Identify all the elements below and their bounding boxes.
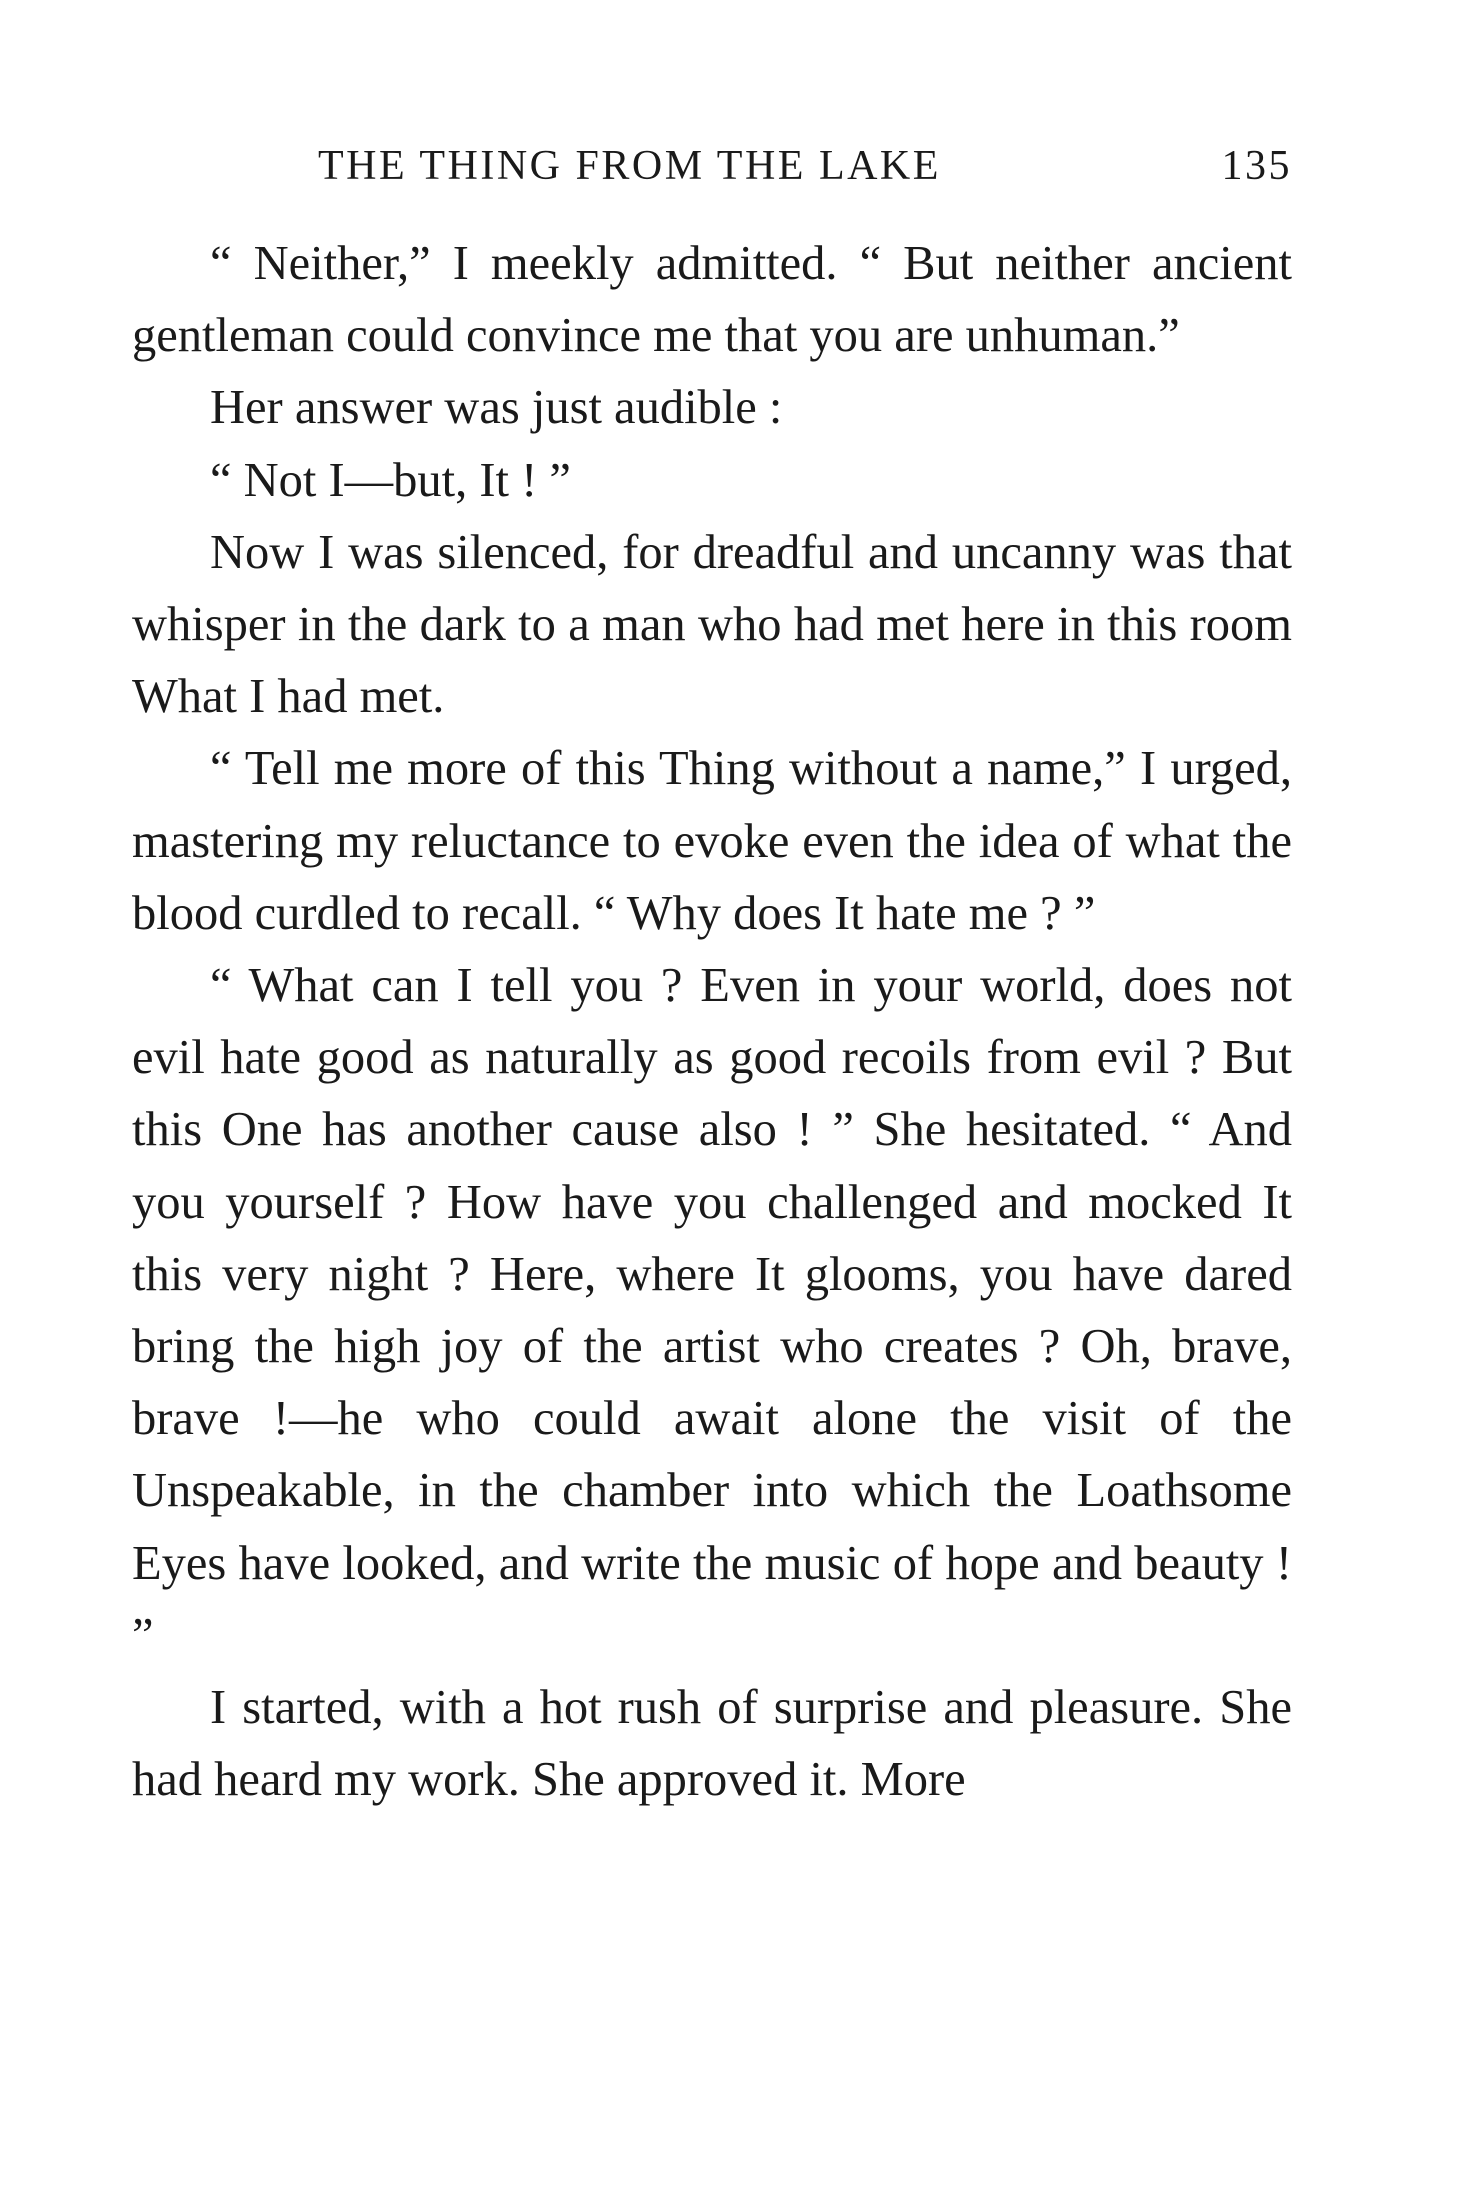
page-number: 135 [1221, 143, 1292, 189]
paragraph-tell-me-more: “ Tell me more of this Thing without a name,” I urged, mastering my reluctance to evoke even the idea of what the blood curdled to recall. “ Why does It hate me ? ” [132, 742, 1292, 940]
running-head [132, 142, 1292, 192]
paragraph-what-can-i-tell-you: “ What can I tell you ? Even in your world, does not evil hate good as naturally as good recoils from evil ? But this One has another cause also ! ” She hesitated. “ And you yourself ? How have you challenged and mocked It this very night ? Here, where It glooms, you have dared bring the high joy of the artist who creates ? Oh, brave, brave !—he who could await alone the visit of the Unspeakable, in the chamber into which the Loathsome Eyes have looked, and write the music of hope and beauty ! ” [132, 959, 1292, 1662]
paragraph-not-i: “ Not I—but, It ! ” [210, 453, 571, 507]
paragraph-i-started: I started, with a hot rush of surprise and pleasure. She had heard my work. She approved it. More [132, 1681, 1292, 1807]
paragraph-neither: “ Neither,” I meekly admitted. “ But neither ancient gentleman could convince me that you are unhuman.” [132, 237, 1292, 363]
running-title: THE THING FROM THE LAKE [318, 143, 941, 189]
paragraph-her-answer: Her answer was just audible : [210, 381, 783, 435]
body-text [132, 228, 1292, 1816]
paragraph-now-i-was-silenced: Now I was silenced, for dreadful and uncanny was that whisper in the dark to a man who had met here in this room What I had met. [132, 525, 1292, 724]
